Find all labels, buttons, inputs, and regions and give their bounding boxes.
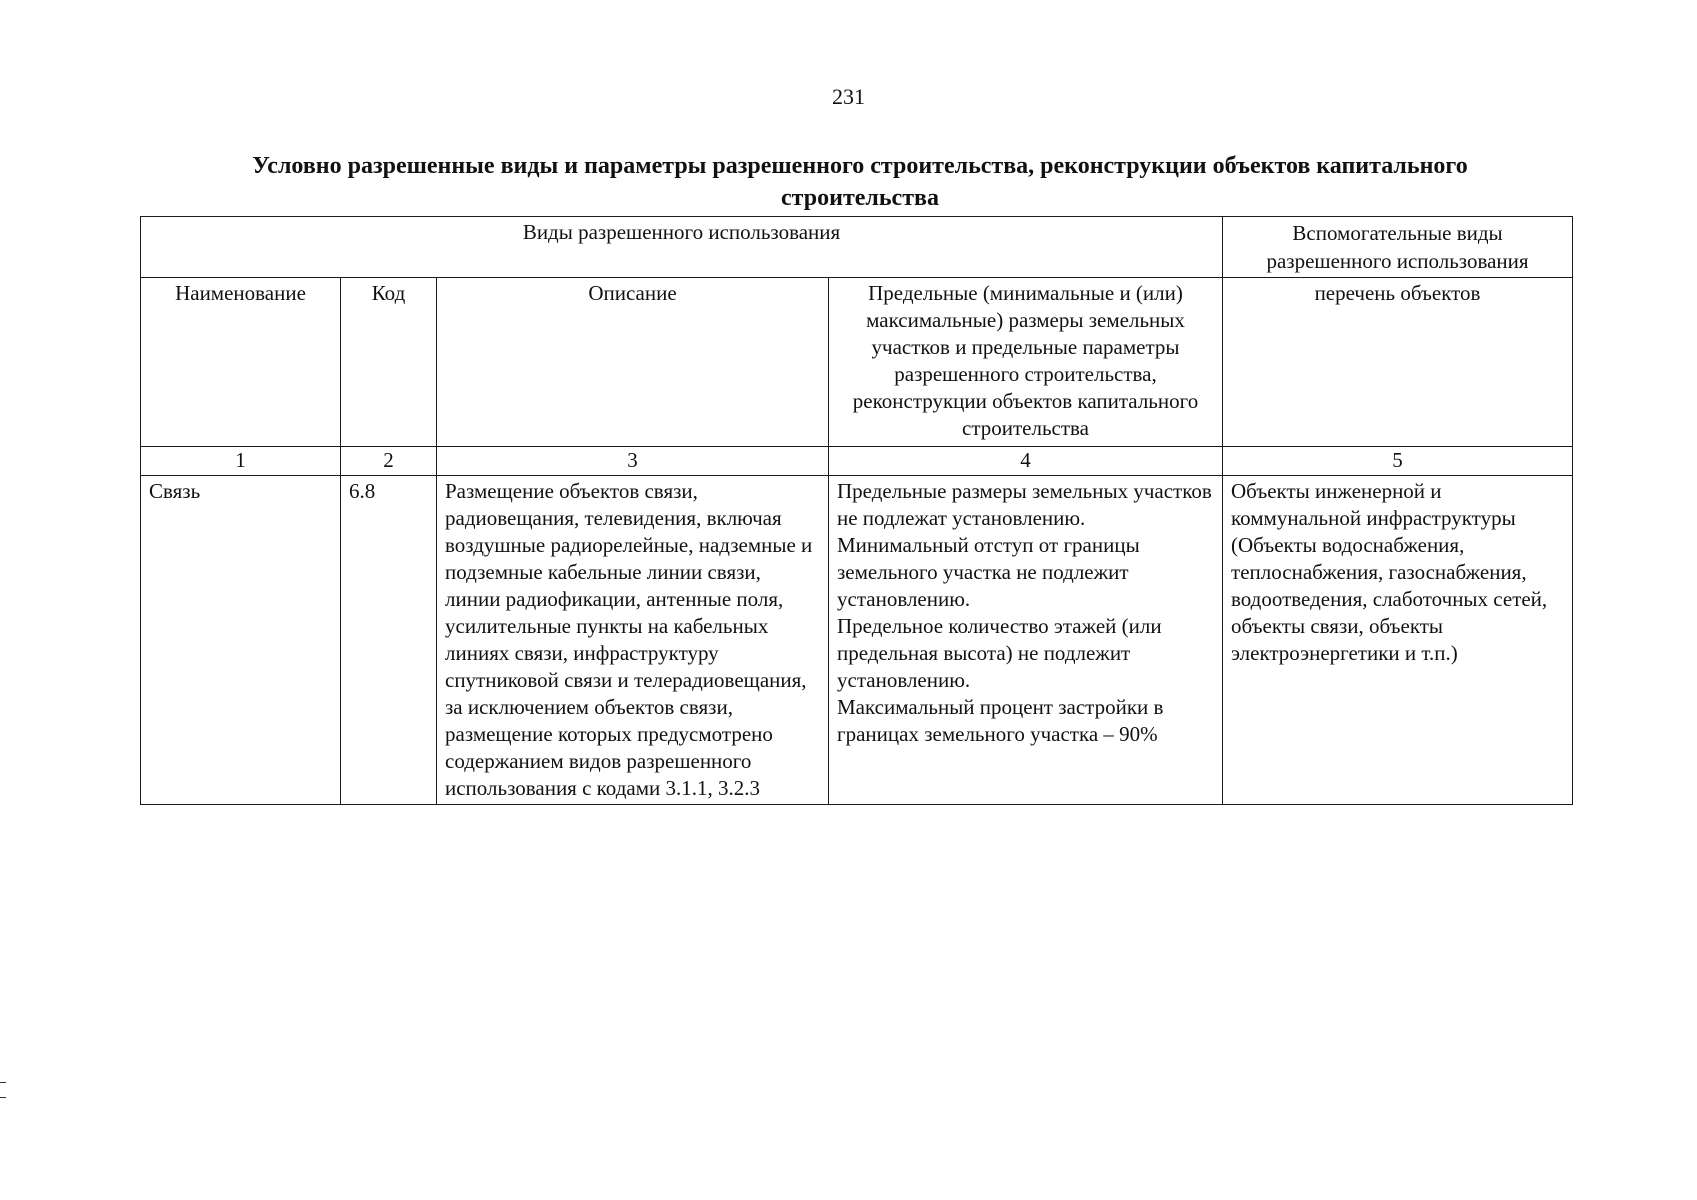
cell-description: Размещение объектов связи, радиовещания, телевидения, включая воздушные радиорелейные, надземные и подземные кабельные линии связи, линии радиофикации, антенные поля, усилительные пункты на кабельных линиях связи, инфраструктуру спутниковой связи и телерадиовещания, за исключением объектов связи, размещение которых предусмотрено содержанием видов разрешенного использования с кодами 3.1.1, 3.2.3: [437, 476, 829, 805]
group-header-auxiliary-uses: Вспомогательные виды разрешенного использования: [1223, 217, 1573, 278]
cell-auxiliary-objects: Объекты инженерной и коммунальной инфраструктуры (Объекты водоснабжения, теплоснабжения, газоснабжения, водоотведения, слаботочных сетей, объекты связи, объекты электроэнергетики и т.п.): [1223, 476, 1573, 805]
cell-parameters: Предельные размеры земельных участков не подлежат установлению. Минимальный отступ от границы земельного участка не подлежит установлению. Предельное количество этажей (или предельная высота) не подлежит установлению. Максимальный процент застройки в границах земельного участка – 90%: [829, 476, 1223, 805]
group-header-row: [141, 217, 1573, 278]
column-number: 1: [141, 447, 341, 476]
column-header-parameters: Предельные (минимальные и (или) максимальные) размеры земельных участков и предельные параметры разрешенного строительства, реконструкции объектов капитального строительства: [829, 278, 1223, 447]
group-header-permitted-uses: Виды разрешенного использования: [141, 217, 1223, 278]
column-header-code: Код: [341, 278, 437, 447]
column-number: 4: [829, 447, 1223, 476]
page-title: Условно разрешенные виды и параметры разрешенного строительства, реконструкции объектов капитального строительства: [252, 153, 1468, 211]
column-number: 5: [1223, 447, 1573, 476]
page-number: 231: [832, 84, 865, 109]
table-row: [141, 476, 1573, 805]
permitted-use-table: [140, 216, 1573, 805]
column-header-description: Описание: [437, 278, 829, 447]
scan-edge-mark: [0, 1082, 6, 1098]
column-number-row: [141, 447, 1573, 476]
column-number: 3: [437, 447, 829, 476]
column-header-objects-list: перечень объектов: [1223, 278, 1573, 447]
cell-code: 6.8: [341, 476, 437, 805]
column-header-row: [141, 278, 1573, 447]
column-number: 2: [341, 447, 437, 476]
column-header-name: Наименование: [141, 278, 341, 447]
cell-name: Связь: [141, 476, 341, 805]
